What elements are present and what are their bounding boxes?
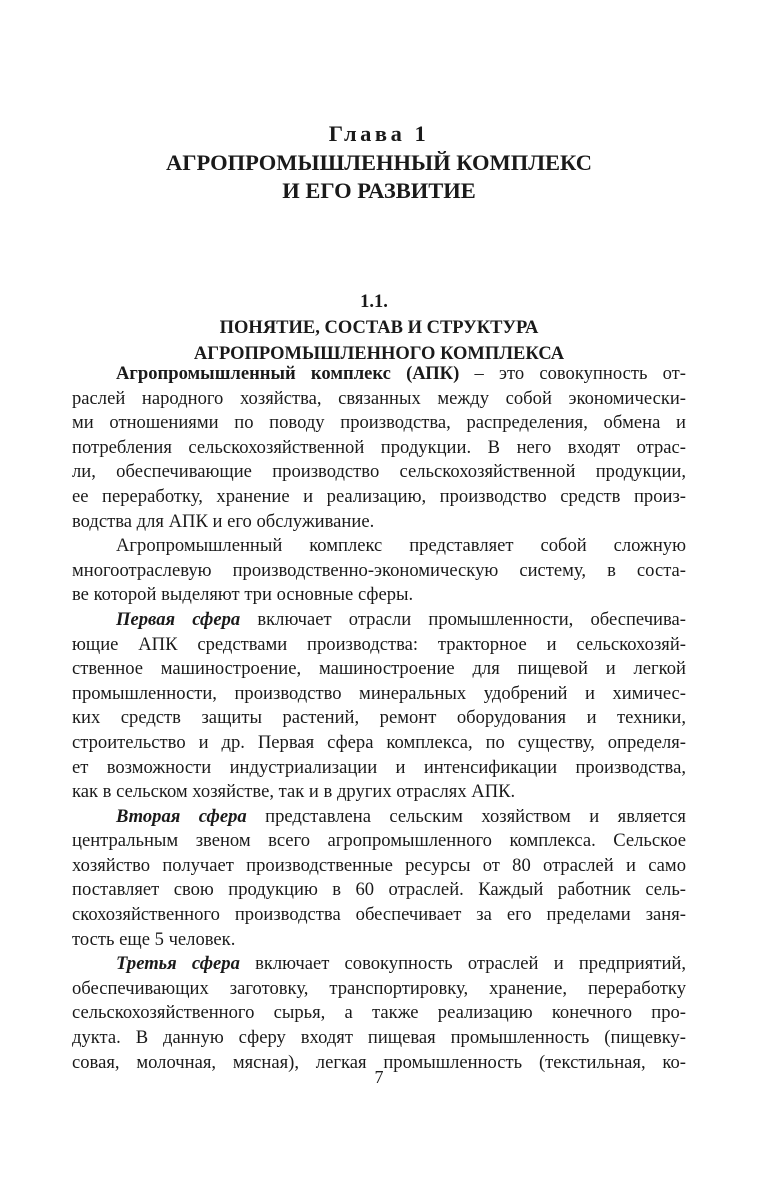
text-line: ее переработку, хранение и реализацию, производство средств произ- [72, 485, 686, 507]
text-line: сельскохозяйственного сырья, а также реализацию конечного про- [72, 1002, 686, 1024]
text-line: ет возможности индустриализации и интенсификации производства, [72, 756, 686, 778]
paragraph [72, 608, 686, 805]
text-line: ве которой выделяют три основные сферы. [72, 584, 414, 606]
text-line: обеспечивающих заготовку, транспортировку, хранение, переработку [72, 977, 686, 999]
text-line: Первая сфера включает отрасли промышленности, обеспечива- [116, 608, 686, 630]
text-line: центральным звеном всего агропромышленного комплекса. Сельское [72, 830, 686, 852]
text-line: тость еще 5 человек. [72, 928, 236, 950]
text-line: ственное машиностроение, машиностроение для пищевой и легкой [72, 658, 686, 680]
paragraph [72, 805, 686, 953]
text-line: Вторая сфера представлена сельским хозяйством и является [116, 805, 686, 827]
text-line: ли, обеспечивающие производство сельскохозяйственной продукции, [72, 461, 686, 483]
term-bold: Агропромышленный комплекс (АПК) [116, 363, 460, 384]
section-title-line: АГРОПРОМЫШЛЕННОГО КОМПЛЕКСА [193, 344, 565, 364]
page-number: 7 [374, 1067, 384, 1087]
paragraph [72, 952, 686, 1075]
chapter-title-line: АГРОПРОМЫШЛЕННЫЙ КОМПЛЕКС [165, 150, 593, 175]
chapter-title-line: И ЕГО РАЗВИТИЕ [282, 178, 476, 203]
text-line: водства для АПК и его обслуживание. [72, 510, 375, 532]
text-line: ких средств защиты растений, ремонт оборудования и техники, [72, 707, 686, 729]
text-line: хозяйство получает производственные ресурсы от 80 отраслей и само [72, 854, 686, 876]
chapter-title [72, 149, 686, 205]
text-line: ющие АПК средствами производства: тракторное и сельскохозяй- [72, 633, 686, 655]
text-line: поставляет свою продукцию в 60 отраслей. Каждый работник сель- [72, 879, 686, 901]
text-line: дукта. В данную сферу входят пищевая промышленность (пищевку- [72, 1027, 686, 1049]
text-line: Агропромышленный комплекс (АПК) – это совокупность от- [116, 363, 686, 384]
text-line: промышленности, производство минеральных удобрений и химичес- [72, 682, 686, 704]
text-line: Агропромышленный комплекс представляет собой сложную [116, 535, 686, 557]
section-title-text: ПОНЯТИЕ, СОСТАВ И СТРУКТУРА [219, 318, 539, 338]
text-line: многоотраслевую производственно-экономическую систему, в соста- [72, 559, 686, 581]
text-line: как в сельском хозяйстве, так и в других отраслях АПК. [72, 781, 516, 803]
text-line: совая, молочная, мясная), легкая промышленность (текстильная, ко- [72, 1051, 686, 1073]
text-line: потребления сельскохозяйственной продукции. В него входят отрас- [72, 436, 686, 458]
section-number: 1.1. [360, 292, 388, 312]
term-bold-italic: Третья сфера [116, 953, 240, 975]
text-line: раслей народного хозяйства, связанных между собой экономически- [72, 387, 686, 409]
paragraph [72, 362, 686, 534]
text-line: строительство и др. Первая сфера комплекса, по существу, определя- [72, 731, 686, 753]
chapter-label: Глава 1 [328, 121, 430, 146]
term-bold-italic: Первая сфера [116, 608, 241, 630]
text-line: ми отношениями по поводу производства, распределения, обмена и [72, 412, 686, 434]
section-title-line [72, 289, 686, 341]
paragraph [72, 534, 686, 608]
body-text [72, 362, 686, 1075]
term-bold-italic: Вторая сфера [116, 805, 247, 827]
text-line: Третья сфера включает совокупность отраслей и предприятий, [116, 953, 686, 975]
section-title [72, 289, 686, 367]
text-line: скохозяйственного производства обеспечивает за его пределами заня- [72, 904, 686, 926]
